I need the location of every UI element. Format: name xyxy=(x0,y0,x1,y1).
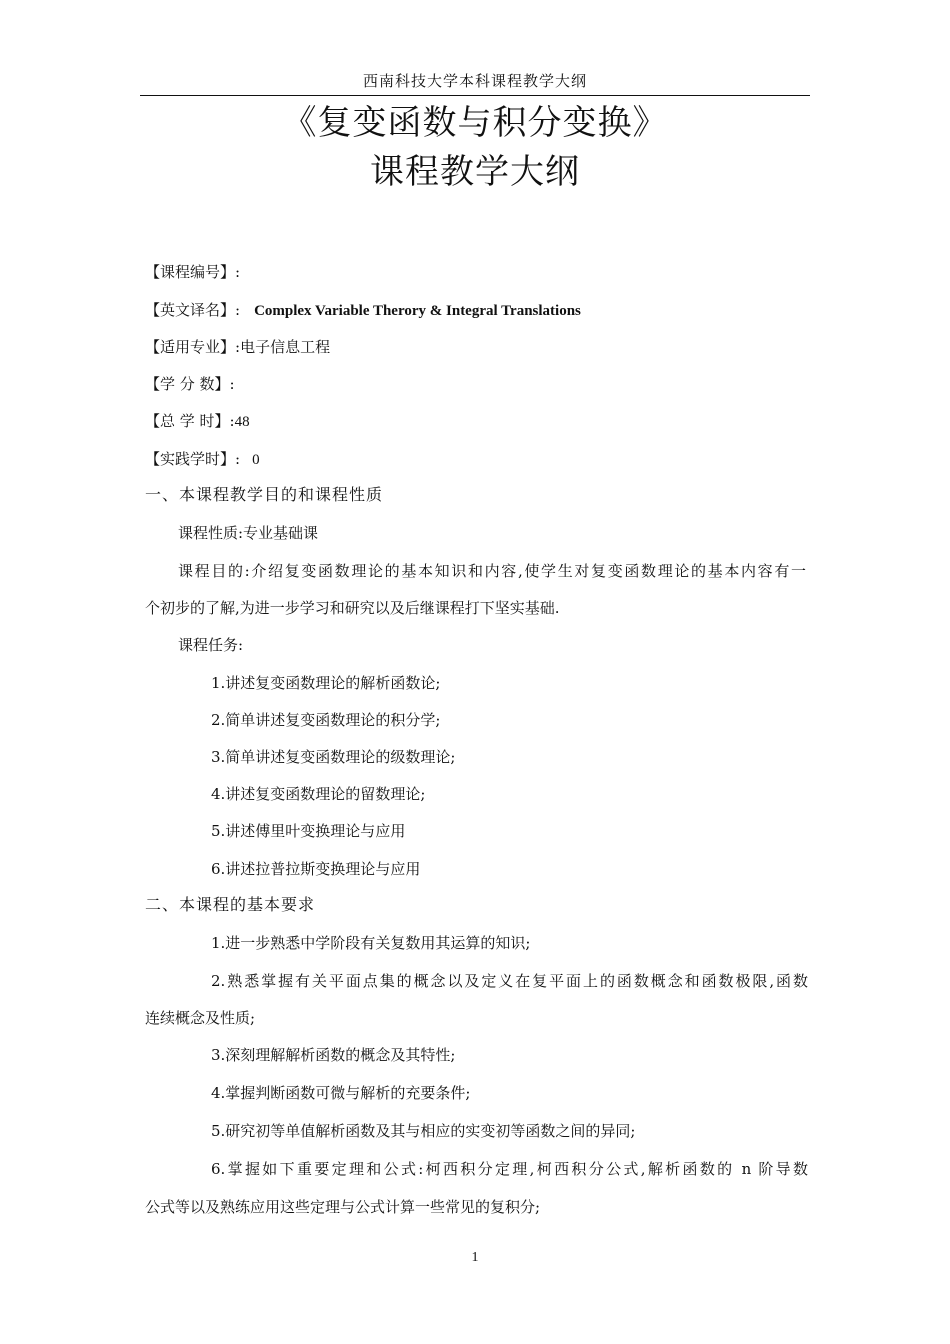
task-item: 3.简单讲述复变函数理论的级数理论; xyxy=(211,748,456,766)
section-heading-2: 二、本课程的基本要求 xyxy=(145,895,316,914)
total-hours-value: 48 xyxy=(234,414,250,430)
requirement-item-continuation: 公式等以及熟练应用这些定理与公式计算一些常见的复积分; xyxy=(145,1198,541,1216)
requirement-item: 5.研究初等单值解析函数及其与相应的实变初等函数之间的异同; xyxy=(211,1122,636,1140)
task-item: 2.简单讲述复变函数理论的积分学; xyxy=(211,711,441,729)
english-name-label: 【英文译名】: xyxy=(145,301,241,319)
section-heading-1: 一、本课程教学目的和课程性质 xyxy=(145,485,384,504)
course-purpose-line1: 课程目的:介绍复变函数理论的基本知识和内容,使学生对复变函数理论的基本内容有一 xyxy=(178,562,806,580)
task-item: 5.讲述傅里叶变换理论与应用 xyxy=(211,822,406,840)
credits-label: 【学 分 数】: xyxy=(145,375,235,393)
requirement-item: 1.进一步熟悉中学阶段有关复数用其运算的知识; xyxy=(211,934,531,952)
page-number: 1 xyxy=(471,1250,479,1265)
practice-hours-label: 【实践学时】: xyxy=(145,450,241,468)
info-credits xyxy=(145,374,235,394)
course-nature: 课程性质:专业基础课 xyxy=(178,524,319,542)
info-total-hours xyxy=(145,411,250,432)
requirement-item-continuation: 连续概念及性质; xyxy=(145,1009,256,1027)
practice-hours-value: 0 xyxy=(252,452,260,468)
document-subtitle: 课程教学大纲 xyxy=(370,152,580,192)
running-header: 西南科技大学本科课程教学大纲 xyxy=(362,72,587,90)
task-item: 4.讲述复变函数理论的留数理论; xyxy=(211,785,426,803)
task-item: 6.讲述拉普拉斯变换理论与应用 xyxy=(211,860,421,878)
document-title: 《复变函数与积分变换》 xyxy=(282,103,668,143)
requirement-item: 4.掌握判断函数可微与解析的充要条件; xyxy=(211,1084,471,1102)
major-value: 电子信息工程 xyxy=(240,338,331,356)
header-rule xyxy=(140,95,810,96)
info-major xyxy=(145,337,330,357)
requirement-item: 2.熟悉掌握有关平面点集的概念以及定义在复平面上的函数概念和函数极限,函数 xyxy=(211,972,808,990)
requirement-item: 6.掌握如下重要定理和公式:柯西积分定理,柯西积分公式,解析函数的 n 阶导数 xyxy=(211,1160,808,1178)
info-english-name xyxy=(145,300,581,321)
major-label: 【适用专业】: xyxy=(145,338,241,356)
total-hours-label: 【总 学 时】: xyxy=(145,412,235,430)
course-purpose-line2: 个初步的了解,为进一步学习和研究以及后继课程打下坚实基础. xyxy=(145,599,560,617)
course-code-label: 【课程编号】: xyxy=(145,263,241,281)
info-practice-hours xyxy=(145,449,260,470)
info-course-code xyxy=(145,262,240,282)
course-tasks-label: 课程任务: xyxy=(178,636,244,654)
english-name-value: Complex Variable Therory & Integral Translations xyxy=(254,303,581,319)
task-item: 1.讲述复变函数理论的解析函数论; xyxy=(211,674,441,692)
requirement-item: 3.深刻理解解析函数的概念及其特性; xyxy=(211,1046,456,1064)
